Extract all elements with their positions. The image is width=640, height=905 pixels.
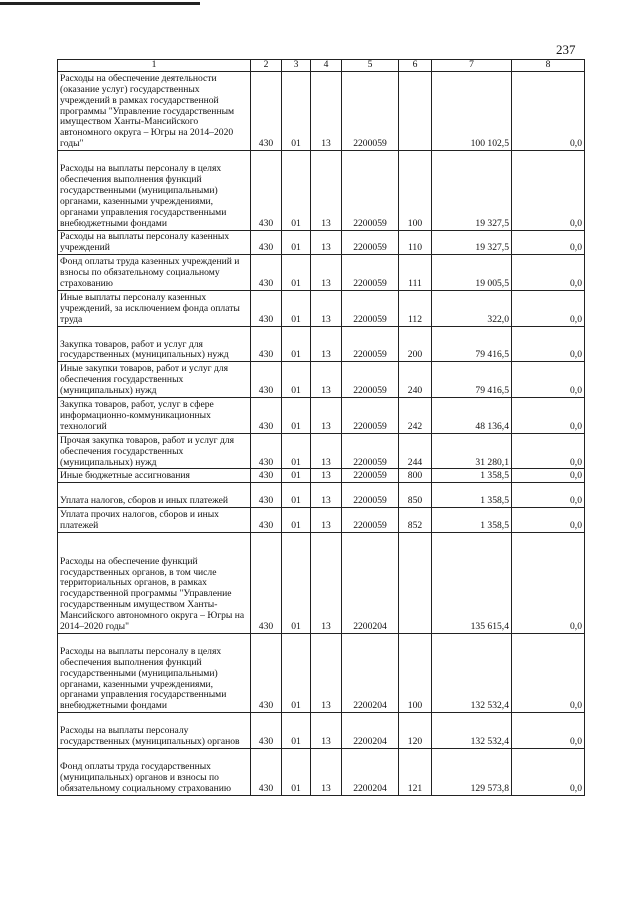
amount-cell: 322,0 [432, 290, 512, 326]
column-2-cell: 430 [251, 230, 282, 255]
column-3-cell: 01 [282, 483, 311, 508]
header-cell: 2 [251, 60, 282, 72]
column-3-cell: 01 [282, 508, 311, 533]
row-description-text: Иные бюджетные ассигнования [60, 470, 190, 482]
row-description [58, 748, 251, 795]
column-3-cell: 01 [282, 532, 311, 633]
column-5-cell: 2200059 [342, 71, 399, 150]
amount-2-cell: 0,0 [512, 532, 585, 633]
row-description-text: Иные выплаты персоналу казенных учреждений, за исключением фонда оплаты труда [60, 291, 240, 325]
row-description-text: Расходы на обеспечение деятельности (оказание услуг) государственных учреждений в рамках государственной программы "Управление государственным имуществом Ханты-Мансийского автономного округа – Югры на 2014–2020 годы" [60, 72, 235, 150]
column-6-cell: 852 [399, 508, 432, 533]
row-description [58, 290, 251, 326]
amount-cell: 132 532,4 [432, 713, 512, 749]
row-description [58, 634, 251, 713]
table-row [58, 71, 585, 150]
amount-cell: 1 358,5 [432, 483, 512, 508]
row-description [58, 71, 251, 150]
column-4-cell: 13 [311, 151, 342, 230]
amount-cell: 135 615,4 [432, 532, 512, 633]
amount-2-cell: 0,0 [512, 362, 585, 398]
column-5-cell: 2200059 [342, 398, 399, 434]
table-row [58, 508, 585, 533]
column-2-cell: 430 [251, 483, 282, 508]
row-description [58, 433, 251, 469]
table-row [58, 230, 585, 255]
page-number: 237 [556, 42, 576, 57]
table-row [58, 151, 585, 230]
row-description-text: Расходы на обеспечение функций государственных органов, в том числе территориальных органов, в рамках государственной программы "Управление государственным имуществом Ханты-Мансийского автономного округа – Югры на 2014–2020 годы" [60, 555, 245, 633]
amount-2-cell: 0,0 [512, 71, 585, 150]
table-row [58, 362, 585, 398]
column-2-cell: 430 [251, 398, 282, 434]
amount-cell: 79 416,5 [432, 326, 512, 362]
header-cell: 5 [342, 60, 399, 72]
amount-cell: 19 005,5 [432, 255, 512, 291]
table-row [58, 326, 585, 362]
column-6-cell: 112 [399, 290, 432, 326]
budget-table [57, 59, 585, 796]
column-2-cell: 430 [251, 433, 282, 469]
column-2-cell: 430 [251, 255, 282, 291]
column-3-cell: 01 [282, 634, 311, 713]
column-6-cell: 200 [399, 326, 432, 362]
column-5-cell: 2200059 [342, 483, 399, 508]
top-rule [0, 2, 200, 5]
amount-cell: 129 573,8 [432, 748, 512, 795]
row-description-text: Уплата прочих налогов, сборов и иных платежей [60, 509, 219, 531]
column-6-cell: 100 [399, 151, 432, 230]
column-6-cell [399, 71, 432, 150]
column-4-cell: 13 [311, 483, 342, 508]
column-2-cell: 430 [251, 71, 282, 150]
column-4-cell: 13 [311, 255, 342, 291]
row-description [58, 469, 251, 483]
column-2-cell: 430 [251, 362, 282, 398]
column-3-cell: 01 [282, 71, 311, 150]
column-4-cell: 13 [311, 469, 342, 483]
row-description-text: Закупка товаров, работ и услуг для государственных (муниципальных) нужд [60, 338, 229, 361]
header-cell: 4 [311, 60, 342, 72]
row-description [58, 508, 251, 533]
column-4-cell: 13 [311, 508, 342, 533]
amount-2-cell: 0,0 [512, 326, 585, 362]
amount-2-cell: 0,0 [512, 433, 585, 469]
table-row [58, 398, 585, 434]
column-2-cell: 430 [251, 508, 282, 533]
column-4-cell: 13 [311, 71, 342, 150]
column-5-cell: 2200204 [342, 532, 399, 633]
column-4-cell: 13 [311, 230, 342, 255]
column-3-cell: 01 [282, 326, 311, 362]
row-description-text: Фонд оплаты труда казенных учреждений и взносы по обязательному социальному страхованию [60, 256, 240, 290]
column-3-cell: 01 [282, 151, 311, 230]
column-3-cell: 01 [282, 469, 311, 483]
amount-cell: 48 136,4 [432, 398, 512, 434]
amount-2-cell: 0,0 [512, 713, 585, 749]
column-5-cell: 2200059 [342, 326, 399, 362]
column-5-cell: 2200059 [342, 151, 399, 230]
column-6-cell: 242 [399, 398, 432, 434]
column-4-cell: 13 [311, 398, 342, 434]
table-row [58, 290, 585, 326]
row-description [58, 713, 251, 749]
column-6-cell [399, 532, 432, 633]
column-2-cell: 430 [251, 713, 282, 749]
column-6-cell: 240 [399, 362, 432, 398]
column-3-cell: 01 [282, 433, 311, 469]
column-4-cell: 13 [311, 326, 342, 362]
amount-cell: 19 327,5 [432, 151, 512, 230]
table-row [58, 532, 585, 633]
header-cell: 8 [512, 60, 585, 72]
column-4-cell: 13 [311, 362, 342, 398]
column-2-cell: 430 [251, 634, 282, 713]
table-row [58, 469, 585, 483]
amount-2-cell: 0,0 [512, 508, 585, 533]
column-3-cell: 01 [282, 230, 311, 255]
row-description [58, 362, 251, 398]
row-description [58, 326, 251, 362]
column-4-cell: 13 [311, 532, 342, 633]
column-2-cell: 430 [251, 748, 282, 795]
amount-cell: 1 358,5 [432, 469, 512, 483]
column-2-cell: 430 [251, 532, 282, 633]
column-4-cell: 13 [311, 748, 342, 795]
column-5-cell: 2200059 [342, 362, 399, 398]
column-6-cell: 120 [399, 713, 432, 749]
table-row [58, 255, 585, 291]
header-cell: 7 [432, 60, 512, 72]
row-description-text: Фонд оплаты труда государственных (муниципальных) органов и взносы по обязательному социальному страхованию [60, 760, 232, 794]
column-4-cell: 13 [311, 713, 342, 749]
column-5-cell: 2200059 [342, 508, 399, 533]
header-cell: 6 [399, 60, 432, 72]
header-cell: 3 [282, 60, 311, 72]
column-5-cell: 2200059 [342, 469, 399, 483]
row-description-text: Иные закупки товаров, работ и услуг для обеспечения государственных (муниципальных) нужд [60, 363, 229, 397]
row-description [58, 151, 251, 230]
row-description-text: Расходы на выплаты персоналу казенных учреждений [60, 231, 230, 254]
column-2-cell: 430 [251, 326, 282, 362]
column-2-cell: 430 [251, 469, 282, 483]
amount-2-cell: 0,0 [512, 398, 585, 434]
column-5-cell: 2200204 [342, 748, 399, 795]
amount-2-cell: 0,0 [512, 255, 585, 291]
column-4-cell: 13 [311, 634, 342, 713]
amount-cell: 1 358,5 [432, 508, 512, 533]
table-row [58, 634, 585, 713]
header-row [58, 60, 585, 72]
header-cell: 1 [58, 60, 251, 72]
amount-cell: 100 102,5 [432, 71, 512, 150]
amount-cell: 132 532,4 [432, 634, 512, 713]
column-3-cell: 01 [282, 290, 311, 326]
row-description-text: Прочая закупка товаров, работ и услуг для обеспечения государственных (муниципальных) нужд [60, 434, 235, 468]
column-6-cell: 121 [399, 748, 432, 795]
column-3-cell: 01 [282, 713, 311, 749]
column-4-cell: 13 [311, 290, 342, 326]
amount-2-cell: 0,0 [512, 748, 585, 795]
table-row [58, 713, 585, 749]
row-description-text: Расходы на выплаты персоналу в целях обеспечения выполнения функций государственными (муниципальными) органами, казенными учреждениями, органами управления государственными внебюджетными фондами [60, 645, 227, 712]
table-row [58, 433, 585, 469]
row-description-text: Уплата налогов, сборов и иных платежей [60, 495, 229, 507]
column-6-cell: 110 [399, 230, 432, 255]
amount-2-cell: 0,0 [512, 469, 585, 483]
column-5-cell: 2200204 [342, 634, 399, 713]
row-description [58, 255, 251, 291]
column-5-cell: 2200204 [342, 713, 399, 749]
amount-cell: 79 416,5 [432, 362, 512, 398]
column-2-cell: 430 [251, 151, 282, 230]
amount-2-cell: 0,0 [512, 290, 585, 326]
column-6-cell: 111 [399, 255, 432, 291]
column-2-cell: 430 [251, 290, 282, 326]
column-5-cell: 2200059 [342, 230, 399, 255]
table-row [58, 483, 585, 508]
column-6-cell: 100 [399, 634, 432, 713]
column-6-cell: 800 [399, 469, 432, 483]
amount-2-cell: 0,0 [512, 634, 585, 713]
column-5-cell: 2200059 [342, 255, 399, 291]
amount-2-cell: 0,0 [512, 483, 585, 508]
column-3-cell: 01 [282, 398, 311, 434]
amount-2-cell: 0,0 [512, 151, 585, 230]
row-description [58, 483, 251, 508]
column-6-cell: 244 [399, 433, 432, 469]
row-description [58, 398, 251, 434]
column-5-cell: 2200059 [342, 290, 399, 326]
column-5-cell: 2200059 [342, 433, 399, 469]
amount-cell: 31 280,1 [432, 433, 512, 469]
column-3-cell: 01 [282, 255, 311, 291]
row-description [58, 230, 251, 255]
amount-2-cell: 0,0 [512, 230, 585, 255]
column-4-cell: 13 [311, 433, 342, 469]
column-3-cell: 01 [282, 748, 311, 795]
row-description [58, 532, 251, 633]
row-description-text: Закупка товаров, работ, услуг в сфере информационно-коммуникационных технологий [60, 399, 214, 432]
table-row [58, 748, 585, 795]
column-3-cell: 01 [282, 362, 311, 398]
row-description-text: Расходы на выплаты персоналу государственных (муниципальных) органов [60, 725, 240, 748]
amount-cell: 19 327,5 [432, 230, 512, 255]
column-6-cell: 850 [399, 483, 432, 508]
row-description-text: Расходы на выплаты персоналу в целях обеспечения выполнения функций государственными (муниципальными) органами, казенными учреждениями, органами управления государственными внебюджетными фондами [60, 163, 227, 229]
